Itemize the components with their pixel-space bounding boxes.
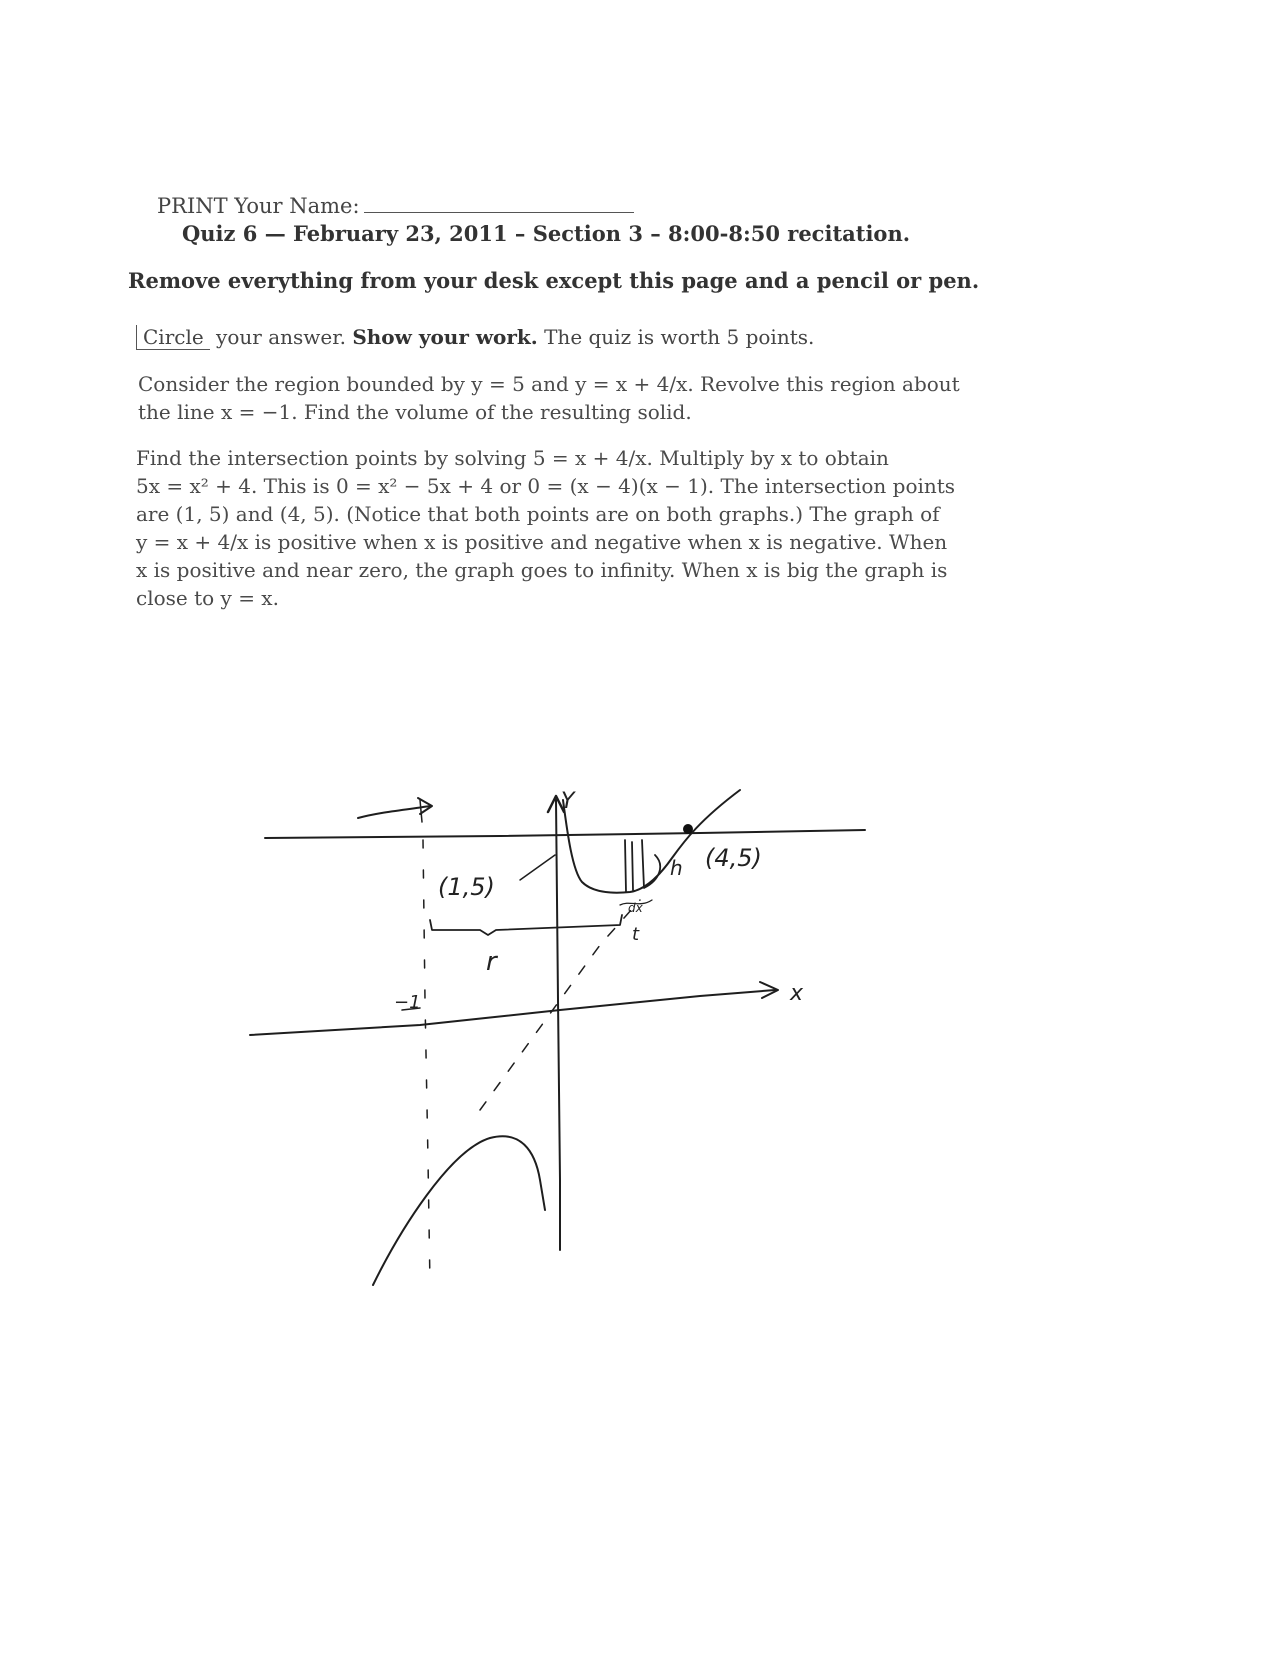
quiz-title: Quiz 6 — February 23, 2011 – Section 3 – 8:00-8:50 recitation. <box>182 221 911 246</box>
dx-label: dx <box>628 901 643 915</box>
point-label-4-5: (4,5) <box>705 844 762 872</box>
radius-label: r <box>486 947 497 977</box>
height-label: h <box>670 856 683 880</box>
name-label: PRINT Your Name: <box>157 194 360 218</box>
curve-upper-branch <box>563 790 740 893</box>
remove-instruction: Remove everything from your desk except this page and a pencil or pen. <box>128 268 980 293</box>
axis-of-revolution-dashed <box>423 840 430 1285</box>
circle-word-box: Circle <box>136 325 210 350</box>
shell-strip <box>625 840 660 892</box>
problem-line-1: Consider the region bounded by y = 5 and y = x + 4/x. Revolve this region about <box>138 372 960 396</box>
curve-lower-branch <box>373 1136 545 1285</box>
solution-line: x is positive and near zero, the graph goes to infinity. When x is big the graph is <box>136 558 948 582</box>
solution-line: y = x + 4/x is positive when x is positive and negative when x is negative. When <box>136 530 948 554</box>
x-axis-line <box>250 990 775 1035</box>
solution-line: close to y = x. <box>136 586 279 610</box>
point-label-1-5: (1,5) <box>438 873 495 901</box>
y-axis-label: Y <box>561 789 575 814</box>
problem-line-2: the line x = −1. Find the volume of the resulting solid. <box>138 400 692 424</box>
after-circle-text: your answer. <box>209 325 353 349</box>
worth-text: The quiz is worth 5 points. <box>537 325 815 349</box>
x-axis-label: x <box>790 981 804 1006</box>
line-y-equals-5 <box>265 830 865 838</box>
t-label: t <box>632 924 640 945</box>
show-work-text: Show your work. <box>352 325 538 349</box>
neg-one-label: −1 <box>394 992 421 1013</box>
intersection-point-4-5 <box>683 824 693 834</box>
solution-line: 5x = x² + 4. This is 0 = x² − 5x + 4 or 0 = (x − 4)(x − 1). The intersection points <box>136 474 956 498</box>
solution-line: are (1, 5) and (4, 5). (Notice that both points are on both graphs.) The graph of <box>136 502 940 526</box>
leader-arrow <box>520 855 555 880</box>
solution-line: Find the intersection points by solving 5 = x + 4/x. Multiply by x to obtain <box>136 446 889 470</box>
radius-brace <box>430 915 622 935</box>
rotation-arrow-icon <box>358 806 430 818</box>
y-axis-line <box>556 800 560 1250</box>
